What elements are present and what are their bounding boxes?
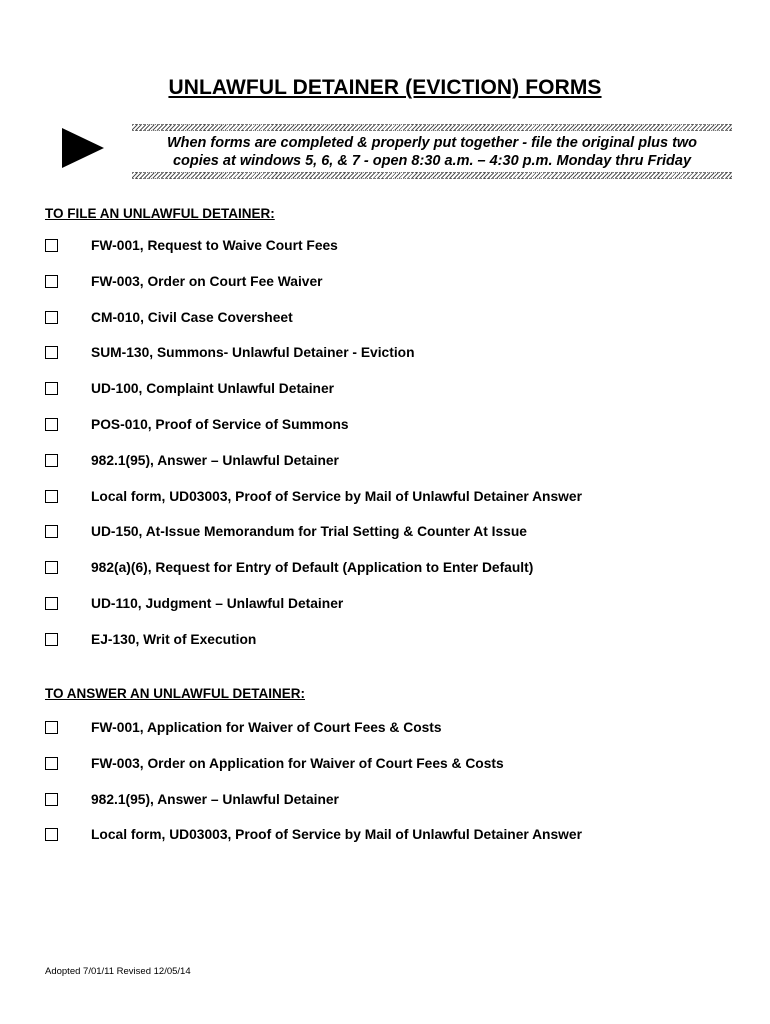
checklist-item: [45, 522, 745, 558]
checklist-item: [45, 379, 745, 415]
filing-notice-line-2: copies at windows 5, 6, & 7 - open 8:30 a.m. – 4:30 p.m. Monday thru Friday: [172, 153, 692, 169]
checklist-item-label: UD-100, Complaint Unlawful Detainer: [91, 381, 335, 397]
checklist-item-label: SUM-130, Summons- Unlawful Detainer - Eviction: [91, 345, 415, 361]
checklist-item: [45, 790, 745, 826]
checkbox[interactable]: [45, 721, 58, 734]
checklist-item-label: 982.1(95), Answer – Unlawful Detainer: [91, 791, 339, 807]
checklist-item-label: UD-110, Judgment – Unlawful Detainer: [91, 595, 344, 611]
filing-notice-line-1: When forms are completed & properly put together - file the original plus two: [166, 135, 698, 151]
checklist-item-label: 982(a)(6), Request for Entry of Default (Application to Enter Default): [91, 560, 534, 576]
checklist-item-label: Local form, UD03003, Proof of Service by Mail of Unlawful Detainer Answer: [91, 488, 582, 504]
checklist-item-label: UD-150, At-Issue Memorandum for Trial Setting & Counter At Issue: [91, 524, 527, 540]
checklist-item: [45, 451, 745, 487]
checklist-item-label: 982.1(95), Answer – Unlawful Detainer: [91, 452, 339, 468]
checklist-item-label: FW-001, Application for Waiver of Court Fees & Costs: [91, 720, 442, 735]
checkbox[interactable]: [45, 793, 58, 806]
checkbox[interactable]: [45, 454, 58, 467]
section-heading-answer: TO ANSWER AN UNLAWFUL DETAINER:: [45, 686, 305, 701]
checkbox[interactable]: [45, 382, 58, 395]
checklist-item: [45, 236, 745, 272]
checkbox[interactable]: [45, 239, 58, 252]
revision-footer: Adopted 7/01/11 Revised 12/05/14: [45, 966, 191, 977]
checklist-item-label: EJ-130, Writ of Execution: [91, 631, 257, 647]
decorative-divider-top: [132, 124, 732, 131]
arrow-right-icon: [62, 128, 104, 168]
checkbox[interactable]: [45, 633, 58, 646]
answer-forms-checklist: [45, 718, 745, 861]
checklist-item-label: FW-003, Order on Court Fee Waiver: [91, 273, 323, 289]
checkbox[interactable]: [45, 597, 58, 610]
checkbox[interactable]: [45, 757, 58, 770]
checklist-item: [45, 415, 745, 451]
checklist-item-label: FW-003, Order on Application for Waiver of Court Fees & Costs: [91, 755, 504, 771]
checklist-item: [45, 594, 745, 630]
checklist-item-label: FW-001, Request to Waive Court Fees: [91, 238, 338, 253]
checkbox[interactable]: [45, 828, 58, 841]
checklist-item: [45, 630, 745, 666]
checklist-item-label: POS-010, Proof of Service of Summons: [91, 416, 349, 432]
checklist-item-label: CM-010, Civil Case Coversheet: [91, 309, 293, 325]
section-heading-file: TO FILE AN UNLAWFUL DETAINER:: [45, 206, 275, 221]
checklist-item-label: Local form, UD03003, Proof of Service by Mail of Unlawful Detainer Answer: [91, 827, 582, 843]
checklist-item: [45, 825, 745, 861]
checkbox[interactable]: [45, 561, 58, 574]
file-forms-checklist: [45, 236, 745, 666]
checkbox[interactable]: [45, 490, 58, 503]
checkbox[interactable]: [45, 525, 58, 538]
checklist-item: [45, 343, 745, 379]
filing-notice: [132, 134, 732, 170]
checkbox[interactable]: [45, 275, 58, 288]
checkbox[interactable]: [45, 346, 58, 359]
decorative-divider-bottom: [132, 172, 732, 179]
checklist-item: [45, 558, 745, 594]
checklist-item: [45, 754, 745, 790]
checkbox[interactable]: [45, 311, 58, 324]
checklist-item: [45, 272, 745, 308]
checklist-item: [45, 718, 745, 754]
checkbox[interactable]: [45, 418, 58, 431]
checklist-item: [45, 487, 745, 523]
page-title: UNLAWFUL DETAINER (EVICTION) FORMS: [168, 76, 602, 99]
checklist-item: [45, 308, 745, 344]
